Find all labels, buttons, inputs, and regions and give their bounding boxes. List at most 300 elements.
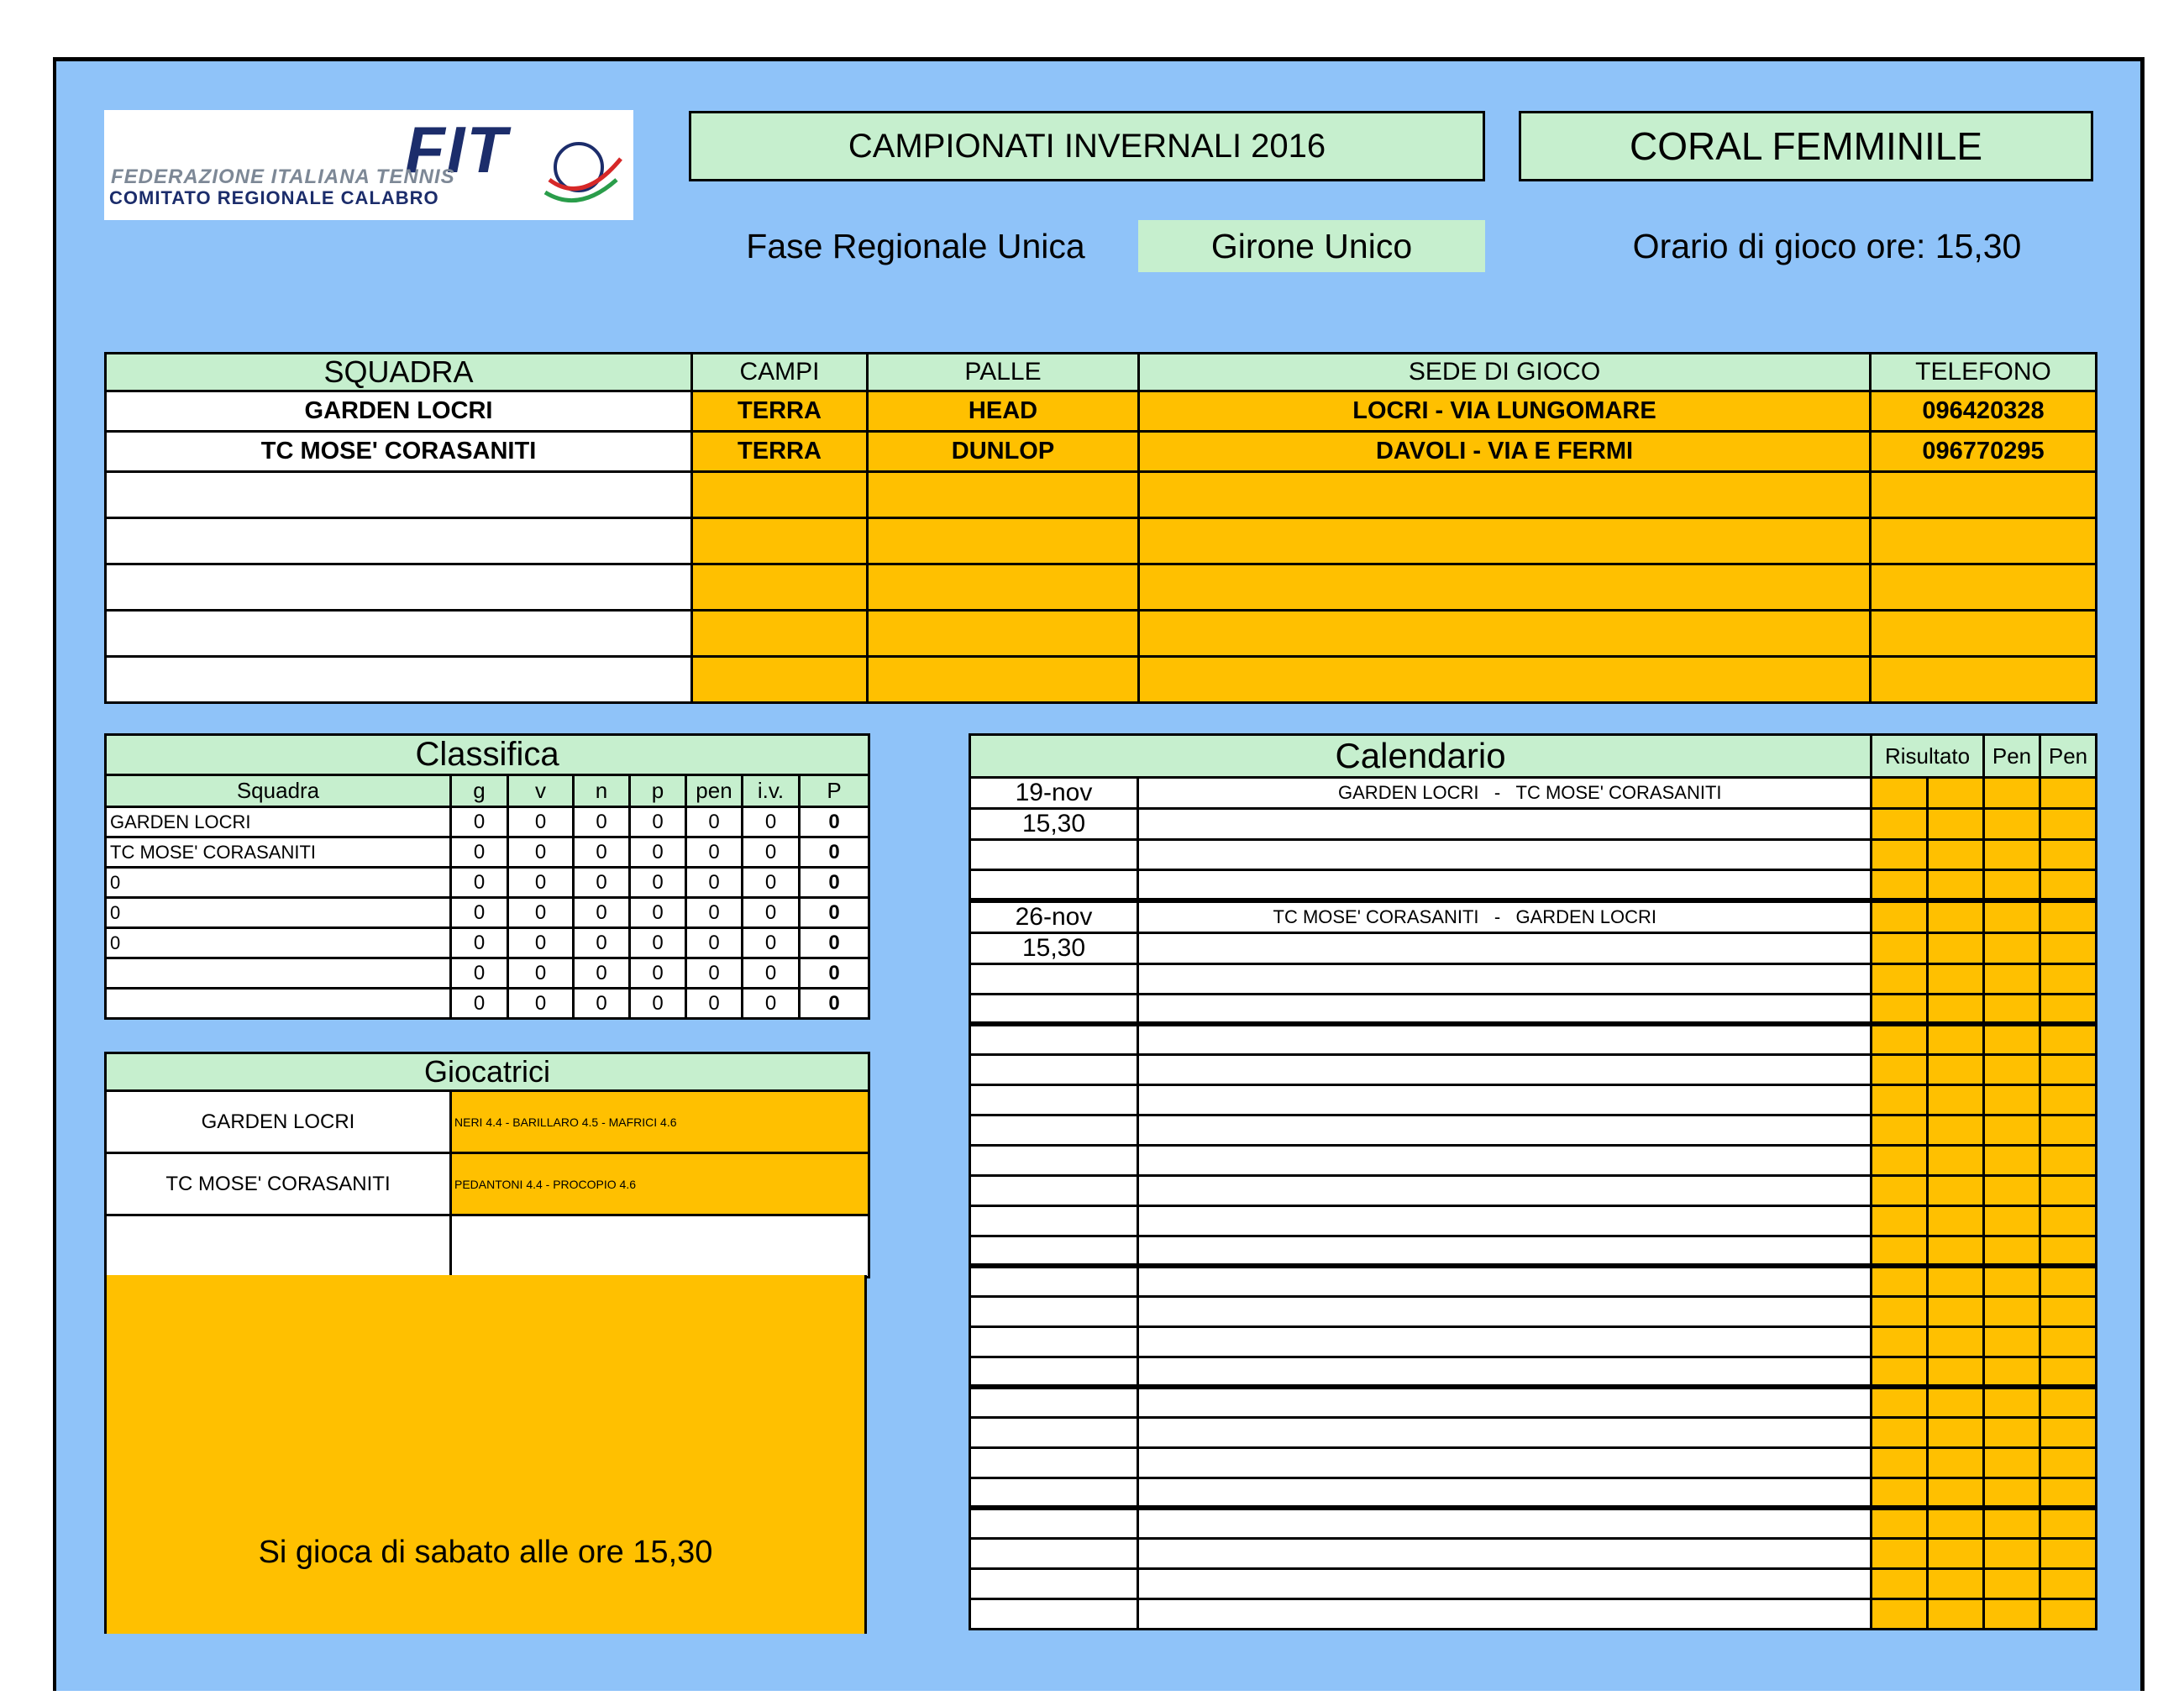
match-row (970, 1538, 2097, 1568)
standings-value: 0 (800, 989, 869, 1019)
standings-value: 0 (574, 837, 630, 868)
pen-1-cell (1984, 1568, 2040, 1598)
pen-2-cell (2040, 1054, 2097, 1084)
team-phone: 096420328 (1871, 391, 2097, 432)
standings-value: 0 (451, 898, 508, 928)
pen-2-cell (2040, 1115, 2097, 1145)
result-home-cell (1872, 1508, 1928, 1538)
team-courts (692, 657, 868, 703)
standings-value: 0 (451, 989, 508, 1019)
team-phone (1871, 518, 2097, 564)
result-away-cell (1928, 900, 1984, 933)
match-row (970, 1266, 2097, 1296)
match-home-team (1138, 870, 1486, 900)
match-date (970, 963, 1138, 994)
result-home-cell (1872, 1478, 1928, 1508)
col-v: v (508, 775, 574, 807)
result-home-cell (1872, 1054, 1928, 1084)
result-home-cell (1872, 900, 1928, 933)
standings-value: 0 (800, 958, 869, 989)
pen-1-cell (1984, 1508, 2040, 1538)
result-away-cell (1928, 1205, 1984, 1236)
standings-value: 0 (508, 928, 574, 958)
match-separator (1486, 1417, 1509, 1447)
match-home-team (1138, 1598, 1486, 1629)
standings-value: 0 (686, 928, 743, 958)
standings-row (106, 837, 869, 868)
pen-1-cell (1984, 1478, 2040, 1508)
pen-1-cell (1984, 1357, 2040, 1387)
result-away-cell (1928, 1447, 1984, 1478)
standings-team: GARDEN LOCRI (106, 807, 451, 837)
match-row (970, 1115, 2097, 1145)
standings-value: 0 (451, 807, 508, 837)
pen-1-cell (1984, 1236, 2040, 1266)
col-n: n (574, 775, 630, 807)
match-separator (1486, 1326, 1509, 1357)
result-away-cell (1928, 963, 1984, 994)
team-row (106, 564, 2097, 611)
match-row (970, 1236, 2097, 1266)
standings-value: 0 (800, 837, 869, 868)
team-courts (692, 518, 868, 564)
match-separator (1486, 963, 1509, 994)
match-home-team: TC MOSE' CORASANITI (1138, 900, 1486, 933)
match-date (970, 1387, 1138, 1417)
match-home-team (1138, 1508, 1486, 1538)
team-row (106, 657, 2097, 703)
result-home-cell (1872, 1145, 1928, 1175)
match-date: 19-nov (970, 778, 1138, 809)
match-separator (1486, 840, 1509, 870)
standings-value: 0 (686, 807, 743, 837)
match-date (970, 1357, 1138, 1387)
match-away-team (1509, 840, 1872, 870)
match-home-team (1138, 1296, 1486, 1326)
championship-title: CAMPIONATI INVERNALI 2016 (689, 111, 1485, 181)
match-away-team (1509, 994, 1872, 1024)
match-home-team (1138, 1478, 1486, 1508)
standings-team: 0 (106, 898, 451, 928)
standings-value: 0 (800, 868, 869, 898)
match-away-team (1509, 1296, 1872, 1326)
result-home-cell (1872, 1024, 1928, 1054)
result-away-cell (1928, 1266, 1984, 1296)
match-date (970, 1417, 1138, 1447)
pen-1-cell (1984, 932, 2040, 963)
match-away-team (1509, 1266, 1872, 1296)
match-home-team (1138, 1568, 1486, 1598)
pen-1-cell (1984, 840, 2040, 870)
calendario-table (969, 733, 2097, 1630)
standings-value: 0 (574, 868, 630, 898)
pen-2-cell (2040, 1084, 2097, 1115)
match-date (970, 994, 1138, 1024)
logo-fit-text: FIT (405, 113, 508, 186)
result-away-cell (1928, 1538, 1984, 1568)
pen-2-cell (2040, 1417, 2097, 1447)
standings-value: 0 (686, 837, 743, 868)
pen-1-cell (1984, 1417, 2040, 1447)
classifica-table (104, 733, 870, 1020)
players-list: PEDANTONI 4.4 - PROCOPIO 4.6 (451, 1153, 869, 1215)
pen-2-cell (2040, 1387, 2097, 1417)
standings-team: 0 (106, 868, 451, 898)
standings-value: 0 (574, 958, 630, 989)
result-home-cell (1872, 963, 1928, 994)
pen-1-cell (1984, 994, 2040, 1024)
header-campi: CAMPI (692, 354, 868, 391)
match-separator (1486, 1387, 1509, 1417)
result-away-cell (1928, 1145, 1984, 1175)
match-home-team (1138, 932, 1486, 963)
pen-2-cell (2040, 1145, 2097, 1175)
match-home-team (1138, 963, 1486, 994)
team-phone: 096770295 (1871, 432, 2097, 472)
pen-2-cell (2040, 1568, 2097, 1598)
team-balls (868, 657, 1139, 703)
match-home-team (1138, 1236, 1486, 1266)
pen-1-cell (1984, 1175, 2040, 1205)
match-row (970, 840, 2097, 870)
match-row (970, 900, 2097, 933)
standings-team: 0 (106, 928, 451, 958)
team-row (106, 472, 2097, 518)
pen-2-cell (2040, 1296, 2097, 1326)
result-away-cell (1928, 1054, 1984, 1084)
match-home-team (1138, 1417, 1486, 1447)
result-home-cell (1872, 778, 1928, 809)
standings-value: 0 (743, 958, 800, 989)
players-list: NERI 4.4 - BARILLARO 4.5 - MAFRICI 4.6 (451, 1091, 869, 1153)
match-separator (1486, 1115, 1509, 1145)
match-date (970, 1054, 1138, 1084)
result-away-cell (1928, 1508, 1984, 1538)
match-row (970, 1387, 2097, 1417)
standings-value: 0 (630, 898, 686, 928)
standings-row (106, 868, 869, 898)
team-row (106, 518, 2097, 564)
pen-2-cell (2040, 1205, 2097, 1236)
col-points: P (800, 775, 869, 807)
pen-2-cell (2040, 1538, 2097, 1568)
match-row (970, 1568, 2097, 1598)
match-away-team (1509, 1326, 1872, 1357)
team-venue: LOCRI - VIA LUNGOMARE (1139, 391, 1871, 432)
match-away-team (1509, 1145, 1872, 1175)
match-away-team (1509, 1054, 1872, 1084)
match-separator (1486, 1236, 1509, 1266)
players-team (106, 1215, 451, 1278)
pen-2-cell (2040, 1447, 2097, 1478)
match-away-team (1509, 932, 1872, 963)
players-row (106, 1215, 869, 1278)
match-home-team (1138, 1357, 1486, 1387)
match-away-team (1509, 1175, 1872, 1205)
match-separator (1486, 1266, 1509, 1296)
match-away-team (1509, 1357, 1872, 1387)
team-name (106, 472, 692, 518)
result-home-cell (1872, 840, 1928, 870)
standings-value: 0 (508, 837, 574, 868)
team-courts (692, 472, 868, 518)
standings-row (106, 958, 869, 989)
result-away-cell (1928, 840, 1984, 870)
result-home-cell (1872, 1326, 1928, 1357)
match-separator: - (1486, 900, 1509, 933)
team-phone (1871, 564, 2097, 611)
col-p: p (630, 775, 686, 807)
match-date (970, 1024, 1138, 1054)
team-venue (1139, 564, 1871, 611)
logo-line-2: COMITATO REGIONALE CALABRO (109, 187, 439, 208)
match-away-team (1509, 1205, 1872, 1236)
logo-line-1: FEDERAZIONE ITALIANA TENNIS (111, 165, 455, 188)
col-iv: i.v. (743, 775, 800, 807)
result-away-cell (1928, 1296, 1984, 1326)
result-away-cell (1928, 1598, 1984, 1629)
result-home-cell (1872, 1447, 1928, 1478)
match-away-team (1509, 870, 1872, 900)
match-separator (1486, 1568, 1509, 1598)
match-date (970, 1145, 1138, 1175)
match-date: 15,30 (970, 809, 1138, 840)
match-home-team (1138, 1054, 1486, 1084)
pen-2-cell (2040, 1266, 2097, 1296)
match-separator (1486, 1084, 1509, 1115)
result-home-cell (1872, 994, 1928, 1024)
match-separator (1486, 1478, 1509, 1508)
match-separator (1486, 809, 1509, 840)
players-row (106, 1091, 869, 1153)
match-home-team (1138, 1326, 1486, 1357)
match-separator (1486, 1447, 1509, 1478)
team-balls (868, 472, 1139, 518)
team-phone (1871, 472, 2097, 518)
standings-value: 0 (743, 928, 800, 958)
team-balls: HEAD (868, 391, 1139, 432)
standings-value: 0 (743, 807, 800, 837)
match-row (970, 1084, 2097, 1115)
standings-value: 0 (574, 989, 630, 1019)
standings-team (106, 989, 451, 1019)
pen-1-cell (1984, 1266, 2040, 1296)
pen-1-cell (1984, 1205, 2040, 1236)
pen-1-cell (1984, 1054, 2040, 1084)
header-telefono: TELEFONO (1871, 354, 2097, 391)
pen-2-cell (2040, 809, 2097, 840)
match-date (970, 840, 1138, 870)
match-away-team: TC MOSE' CORASANITI (1509, 778, 1872, 809)
standings-value: 0 (508, 868, 574, 898)
match-away-team: GARDEN LOCRI (1509, 900, 1872, 933)
match-separator (1486, 1024, 1509, 1054)
standings-value: 0 (451, 928, 508, 958)
classifica-title: Classifica (106, 735, 869, 775)
pen-2-cell (2040, 1508, 2097, 1538)
result-away-cell (1928, 809, 1984, 840)
match-separator (1486, 1538, 1509, 1568)
schedule-time-label: Orario di gioco ore: 15,30 (1632, 226, 2022, 265)
pen-2-cell (2040, 870, 2097, 900)
match-row (970, 1417, 2097, 1447)
col-g: g (451, 775, 508, 807)
match-home-team (1138, 1175, 1486, 1205)
match-home-team (1138, 840, 1486, 870)
giocatrici-title: Giocatrici (106, 1053, 869, 1091)
pen-2-cell (2040, 1478, 2097, 1508)
result-home-cell (1872, 1205, 1928, 1236)
pen-1-cell (1984, 1598, 2040, 1629)
match-home-team (1138, 1084, 1486, 1115)
match-date (970, 1115, 1138, 1145)
match-date: 15,30 (970, 932, 1138, 963)
match-away-team (1509, 1084, 1872, 1115)
match-away-team (1509, 809, 1872, 840)
result-home-cell (1872, 1538, 1928, 1568)
tennis-swoosh-icon (541, 134, 625, 218)
standings-value: 0 (630, 837, 686, 868)
match-home-team (1138, 1024, 1486, 1054)
pen-2-cell (2040, 1024, 2097, 1054)
result-away-cell (1928, 1084, 1984, 1115)
match-row (970, 1205, 2097, 1236)
pen-1-cell (1984, 1024, 2040, 1054)
match-row (970, 932, 2097, 963)
standings-team (106, 958, 451, 989)
result-home-cell (1872, 1266, 1928, 1296)
standings-value: 0 (508, 898, 574, 928)
match-date (970, 1598, 1138, 1629)
match-separator (1486, 1598, 1509, 1629)
footer-note: Si gioca di sabato alle ore 15,30 (104, 1275, 867, 1634)
result-home-cell (1872, 1568, 1928, 1598)
match-separator (1486, 870, 1509, 900)
match-date (970, 1266, 1138, 1296)
match-date (970, 1508, 1138, 1538)
match-away-team (1509, 1598, 1872, 1629)
match-home-team (1138, 1145, 1486, 1175)
result-home-cell (1872, 1387, 1928, 1417)
pen-2-cell (2040, 840, 2097, 870)
team-courts (692, 611, 868, 657)
match-date (970, 1568, 1138, 1598)
match-home-team (1138, 1538, 1486, 1568)
team-row (106, 391, 2097, 432)
phase-label: Fase Regionale Unica (746, 226, 1085, 265)
match-home-team (1138, 994, 1486, 1024)
pen-1-cell (1984, 1115, 2040, 1145)
players-team: TC MOSE' CORASANITI (106, 1153, 451, 1215)
match-row (970, 1175, 2097, 1205)
standings-value: 0 (686, 989, 743, 1019)
match-row (970, 1598, 2097, 1629)
match-row (970, 963, 2097, 994)
match-row (970, 1326, 2097, 1357)
match-date (970, 1326, 1138, 1357)
team-venue (1139, 611, 1871, 657)
match-away-team (1509, 1387, 1872, 1417)
pen-1-cell (1984, 778, 2040, 809)
match-away-team (1509, 1236, 1872, 1266)
match-row (970, 1508, 2097, 1538)
standings-value: 0 (574, 898, 630, 928)
result-home-cell (1872, 932, 1928, 963)
team-row (106, 611, 2097, 657)
team-name (106, 564, 692, 611)
match-row (970, 809, 2097, 840)
result-home-cell (1872, 1115, 1928, 1145)
match-separator (1486, 1205, 1509, 1236)
teams-table (104, 352, 2097, 704)
match-row (970, 1296, 2097, 1326)
team-name: TC MOSE' CORASANITI (106, 432, 692, 472)
standings-value: 0 (800, 928, 869, 958)
standings-value: 0 (451, 837, 508, 868)
team-balls: DUNLOP (868, 432, 1139, 472)
standings-row (106, 989, 869, 1019)
match-away-team (1509, 1478, 1872, 1508)
players-list (451, 1215, 869, 1278)
pen-2-cell (2040, 963, 2097, 994)
team-courts (692, 564, 868, 611)
result-home-cell (1872, 1417, 1928, 1447)
team-balls (868, 611, 1139, 657)
team-phone (1871, 657, 2097, 703)
col-squadra: Squadra (106, 775, 451, 807)
standings-value: 0 (451, 868, 508, 898)
standings-value: 0 (451, 958, 508, 989)
header-palle: PALLE (868, 354, 1139, 391)
standings-value: 0 (800, 807, 869, 837)
match-date (970, 1296, 1138, 1326)
calendario-title: Calendario (970, 735, 1872, 778)
match-date (970, 1447, 1138, 1478)
pen-1-cell (1984, 1326, 2040, 1357)
match-row (970, 870, 2097, 900)
standings-value: 0 (630, 807, 686, 837)
result-home-cell (1872, 809, 1928, 840)
header-sede: SEDE DI GIOCO (1139, 354, 1871, 391)
team-balls (868, 518, 1139, 564)
match-date (970, 1205, 1138, 1236)
result-away-cell (1928, 1357, 1984, 1387)
match-away-team (1509, 1447, 1872, 1478)
match-home-team (1138, 1205, 1486, 1236)
match-home-team: GARDEN LOCRI (1138, 778, 1486, 809)
col-pen-1: Pen (1984, 735, 2040, 778)
pen-2-cell (2040, 1175, 2097, 1205)
standings-value: 0 (743, 989, 800, 1019)
players-team: GARDEN LOCRI (106, 1091, 451, 1153)
team-venue (1139, 472, 1871, 518)
result-home-cell (1872, 1084, 1928, 1115)
team-name (106, 657, 692, 703)
team-venue (1139, 518, 1871, 564)
result-away-cell (1928, 1478, 1984, 1508)
result-away-cell (1928, 1236, 1984, 1266)
match-home-team (1138, 809, 1486, 840)
match-away-team (1509, 1568, 1872, 1598)
standings-value: 0 (743, 837, 800, 868)
result-away-cell (1928, 1326, 1984, 1357)
match-separator (1486, 1145, 1509, 1175)
match-separator (1486, 1175, 1509, 1205)
match-home-team (1138, 1447, 1486, 1478)
teams-header-row (106, 354, 2097, 391)
standings-value: 0 (508, 807, 574, 837)
match-separator (1486, 1054, 1509, 1084)
